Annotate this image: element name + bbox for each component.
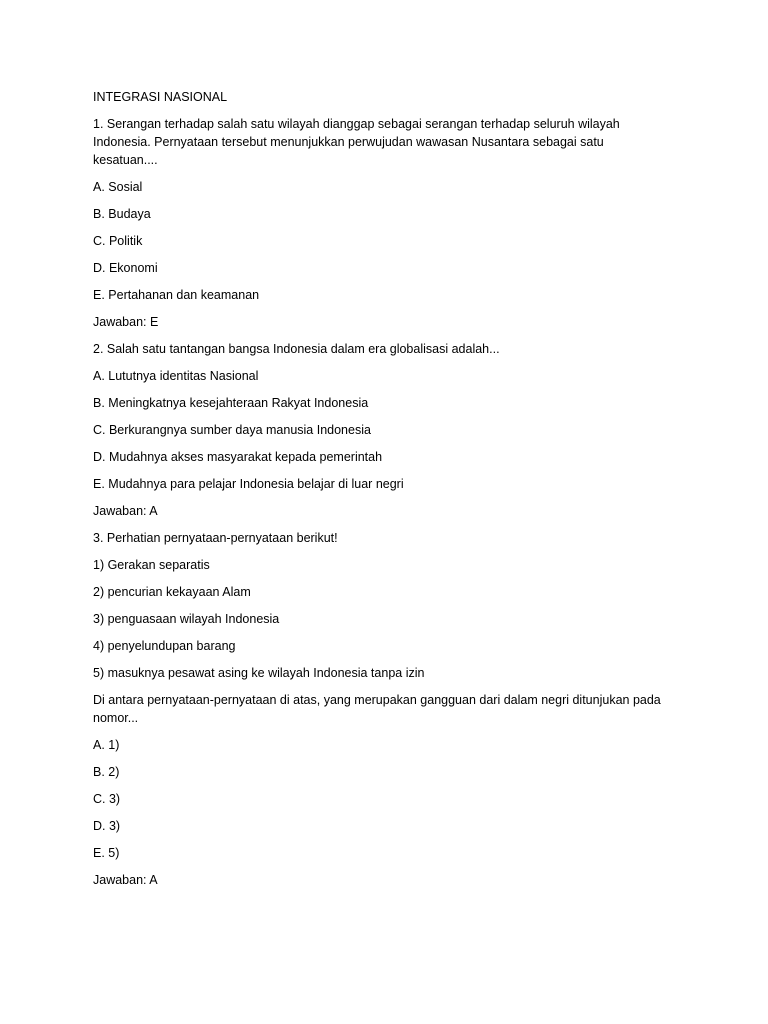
document-title: INTEGRASI NASIONAL: [93, 90, 228, 104]
document-body: [93, 88, 663, 898]
question-3-option-a: A. 1): [93, 738, 120, 752]
question-2-answer: Jawaban: A: [93, 504, 158, 518]
question-1-option-d: D. Ekonomi: [93, 261, 158, 275]
question-1-option-e: E. Pertahanan dan keamanan: [93, 288, 260, 302]
question-1-option-c: C. Politik: [93, 234, 143, 248]
question-2-option-c: C. Berkurangnya sumber daya manusia Indonesia: [93, 423, 371, 437]
question-3-text: 3. Perhatian pernyataan-pernyataan berikut!: [93, 531, 338, 545]
question-2-option-a: A. Lututnya identitas Nasional: [93, 369, 259, 383]
question-3-answer: Jawaban: A: [93, 873, 158, 887]
question-2-text: 2. Salah satu tantangan bangsa Indonesia dalam era globalisasi adalah...: [93, 342, 500, 356]
question-1-text: 1. Serangan terhadap salah satu wilayah dianggap sebagai serangan terhadap seluruh wilayah Indonesia. Pernyataan tersebut menunjukkan perwujudan wawasan Nusantara sebagai satu kesatuan....: [93, 117, 620, 167]
question-3-option-e: E. 5): [93, 846, 120, 860]
question-3-statement-5: 5) masuknya pesawat asing ke wilayah Indonesia tanpa izin: [93, 666, 425, 680]
question-3-prompt: Di antara pernyataan-pernyataan di atas, yang merupakan gangguan dari dalam negri ditunjukan pada nomor...: [93, 693, 661, 725]
question-1-answer: Jawaban: E: [93, 315, 159, 329]
question-3-option-b: B. 2): [93, 765, 120, 779]
question-3-statement-2: 2) pencurian kekayaan Alam: [93, 585, 251, 599]
question-3-statement-1: 1) Gerakan separatis: [93, 558, 210, 572]
question-3-option-c: C. 3): [93, 792, 121, 806]
question-1-option-b: B. Budaya: [93, 207, 151, 221]
question-2-option-e: E. Mudahnya para pelajar Indonesia belajar di luar negri: [93, 477, 404, 491]
question-3-statement-4: 4) penyelundupan barang: [93, 639, 236, 653]
question-1-option-a: A. Sosial: [93, 180, 143, 194]
question-3-option-d: D. 3): [93, 819, 121, 833]
question-3-statement-3: 3) penguasaan wilayah Indonesia: [93, 612, 280, 626]
question-2-option-b: B. Meningkatnya kesejahteraan Rakyat Indonesia: [93, 396, 369, 410]
question-2-option-d: D. Mudahnya akses masyarakat kepada pemerintah: [93, 450, 383, 464]
